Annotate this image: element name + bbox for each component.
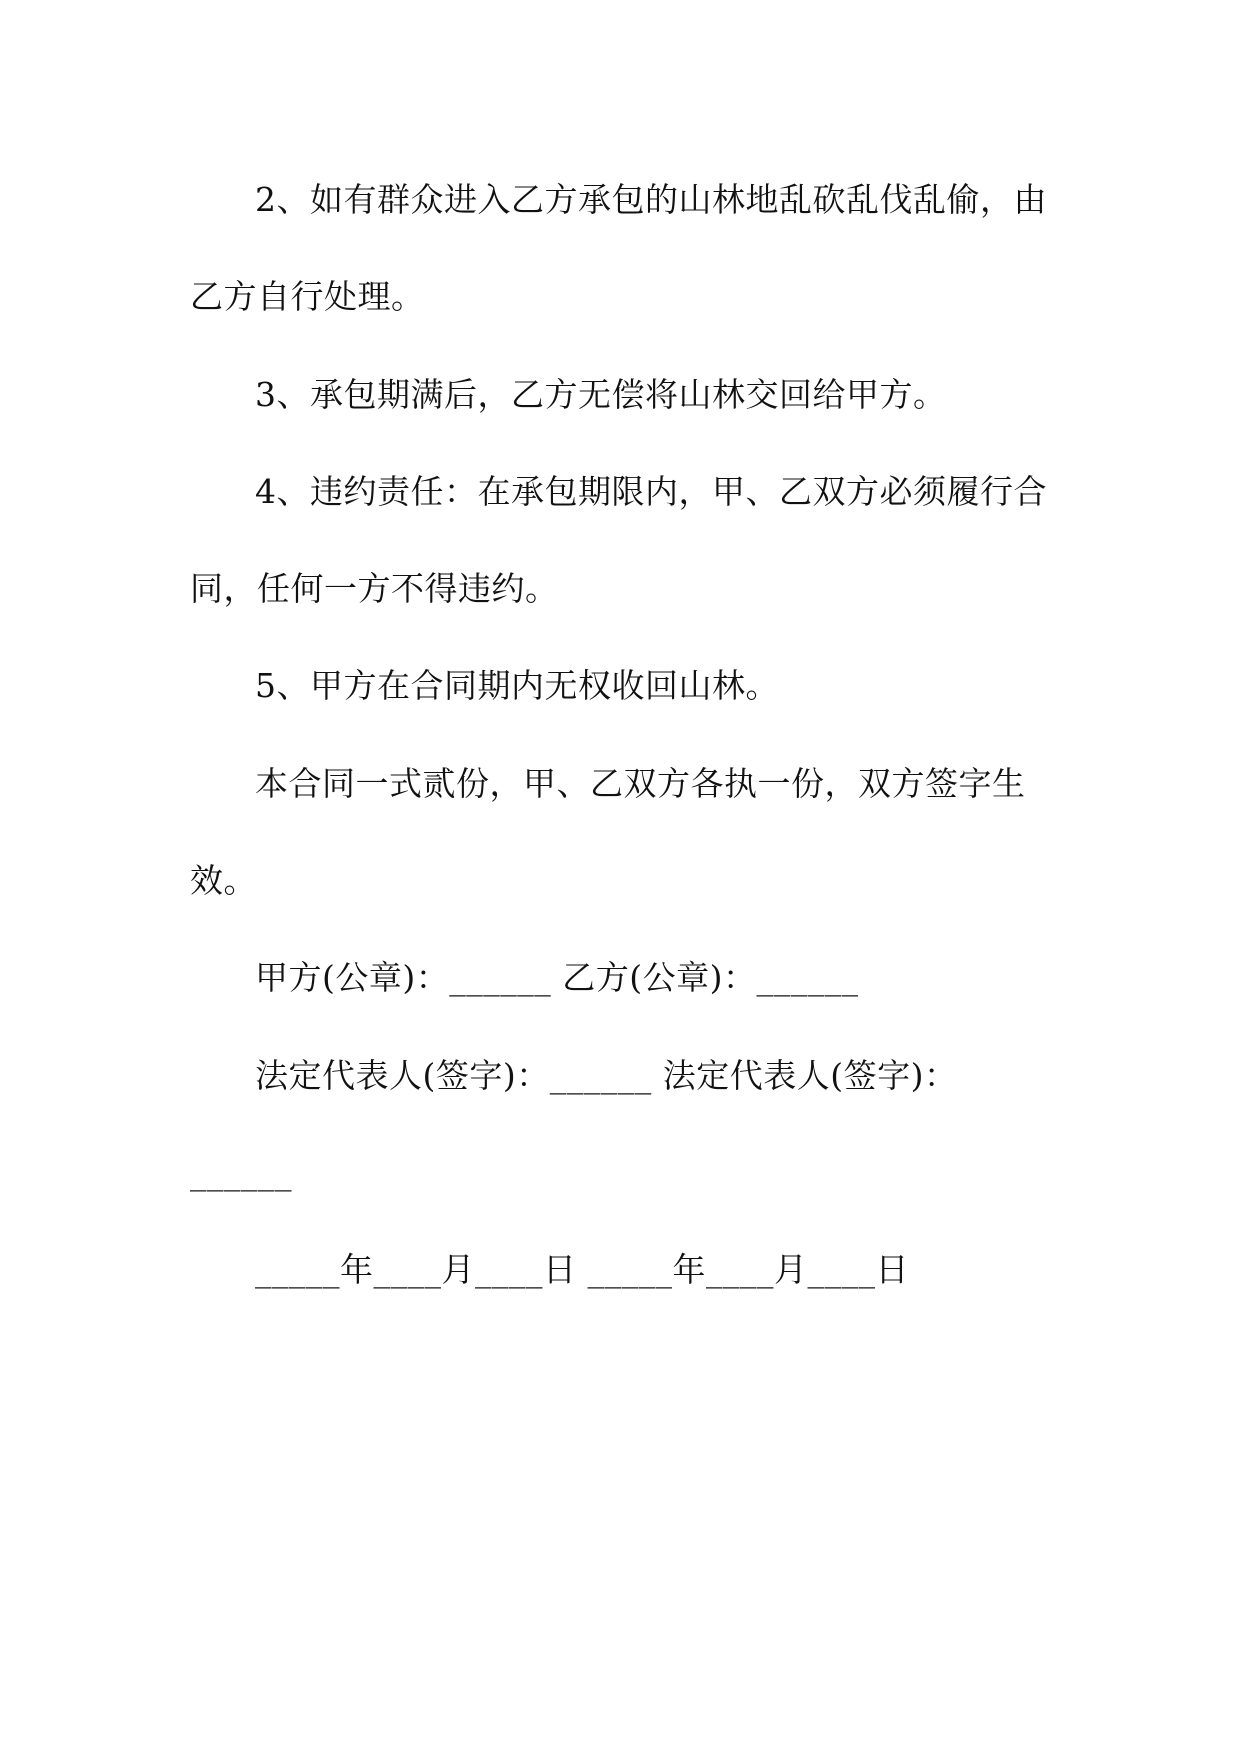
clause-2-line-1: 2、如有群众进入乙方承包的山林地乱砍乱伐乱偷，由: [255, 180, 1047, 219]
date-line: _____年____月____日 _____年____月____日: [255, 1250, 909, 1289]
clause-4-line-1: 4、违约责任：在承包期限内，甲、乙双方必须履行合: [255, 472, 1047, 511]
clause-4-line-2: 同，任何一方不得违约。: [190, 569, 559, 608]
seal-line: 甲方(公章)：______ 乙方(公章)：______: [255, 958, 859, 997]
copies-clause-line-1: 本合同一式贰份，甲、乙双方各执一份，双方签字生: [255, 764, 1026, 803]
representative-signature-line: 法定代表人(签字)：______ 法定代表人(签字)：: [255, 1056, 958, 1095]
copies-clause-line-2: 效。: [190, 861, 257, 900]
clause-3: 3、承包期满后，乙方无偿将山林交回给甲方。: [255, 375, 947, 414]
clause-2-line-2: 乙方自行处理。: [190, 277, 425, 316]
clause-5: 5、甲方在合同期内无权收回山林。: [255, 666, 779, 705]
representative-signature-blank: ______: [190, 1153, 292, 1192]
